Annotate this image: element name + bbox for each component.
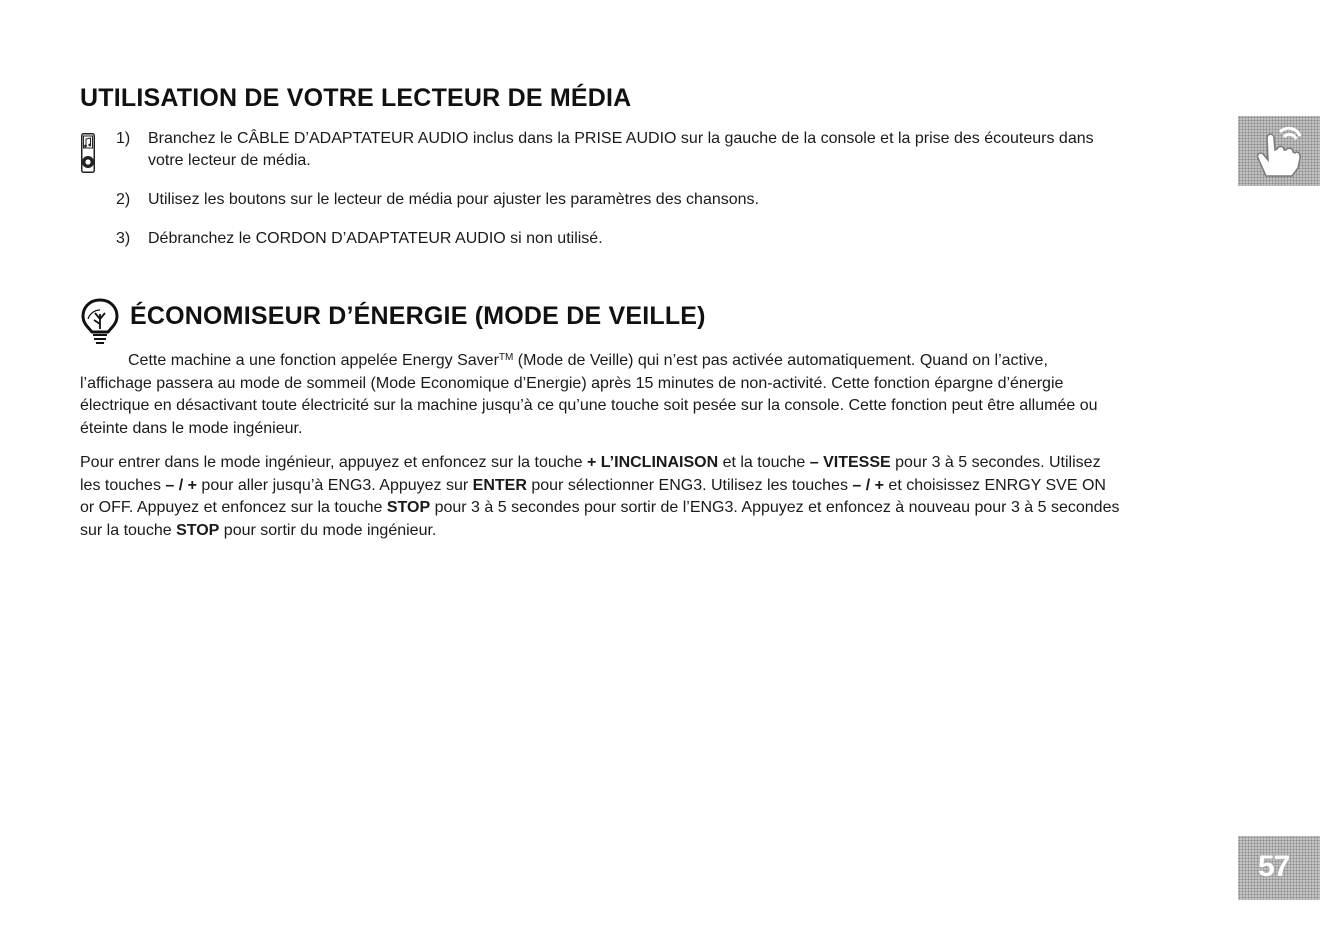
- page-number-tab: [1238, 836, 1320, 900]
- media-section-title: UTILISATION DE VOTRE LECTEUR DE MÉDIA: [80, 84, 632, 112]
- step-item: [116, 128, 1116, 172]
- step-number: 1): [116, 130, 131, 147]
- text-run: et la touche: [718, 454, 810, 471]
- step-item: [116, 189, 1116, 211]
- step-number: 3): [116, 230, 131, 247]
- step-text: Utilisez les boutons sur le lecteur de média pour ajuster les paramètres des chansons.: [148, 191, 759, 208]
- text-run: pour sortir du mode ingénieur.: [219, 521, 437, 539]
- lightbulb-icon: [80, 297, 120, 347]
- text-run: pour aller jusqu’à ENG3. Appuyez sur: [196, 476, 473, 494]
- media-player-icon: [81, 133, 95, 173]
- trademark-mark: TM: [498, 352, 514, 363]
- text-run: (Mode de Veille) qui n’est pas activée automatiquement. Quand on l’active, l’affichage passera au mode de sommeil (Mode Economique d’Energie) après 15 minutes de non-activité. Cette fonction épargne d’énergie électrique en désactivant toute électricité sur la machine jusqu’à ce qu’une touche soit pesée sur la console. Cette fonction peut être allumée ou éteinte dans le mode ingénieur.: [80, 352, 1098, 437]
- step-text: Débranchez le CORDON D’ADAPTATEUR AUDIO si non utilisé.: [148, 230, 603, 247]
- key-label: ENTER: [472, 476, 527, 494]
- step-text: Branchez le CÂBLE D’ADAPTATEUR AUDIO inclus dans la PRISE AUDIO sur la gauche de la console et la prise des écouteurs dans votre lecteur de média.: [148, 130, 1094, 169]
- key-label: + L’INCLINAISON: [587, 454, 719, 471]
- text-run: pour 3 à 5 secondes pour sortir de l’ENG3. Appuyez et enfoncez à nouveau pour 3 à 5 secondes sur la touche: [80, 499, 1120, 539]
- pointing-hand-icon: [1252, 122, 1308, 180]
- key-label: – / +: [852, 476, 884, 494]
- media-steps-list: [116, 128, 1116, 267]
- energy-saver-description: [80, 347, 1120, 440]
- text-run: et choisissez ENRGY SVE ON or OFF. Appuyez et enfoncez sur la touche: [80, 476, 1106, 516]
- text-run: Pour entrer dans le mode ingénieur, appuyez et enfoncez sur la touche: [80, 454, 587, 471]
- page-number: 57: [1258, 850, 1290, 883]
- engineer-mode-instructions: [80, 452, 1120, 542]
- key-label: – VITESSE: [809, 454, 891, 471]
- key-label: STOP: [386, 499, 431, 516]
- step-item: [116, 228, 1116, 250]
- step-number: 2): [116, 191, 131, 208]
- section-tab: [1238, 116, 1320, 186]
- energy-section-title: ÉCONOMISEUR D’ÉNERGIE (MODE DE VEILLE): [130, 302, 706, 330]
- text-run: pour 3 à 5 secondes. Utilisez les touches: [80, 454, 1101, 494]
- key-label: STOP: [176, 521, 220, 539]
- text-run: Cette machine a une fonction appelée Energy Saver: [128, 352, 499, 369]
- text-run: pour sélectionner ENG3. Utilisez les touches: [526, 476, 853, 494]
- key-label: – / +: [165, 476, 197, 494]
